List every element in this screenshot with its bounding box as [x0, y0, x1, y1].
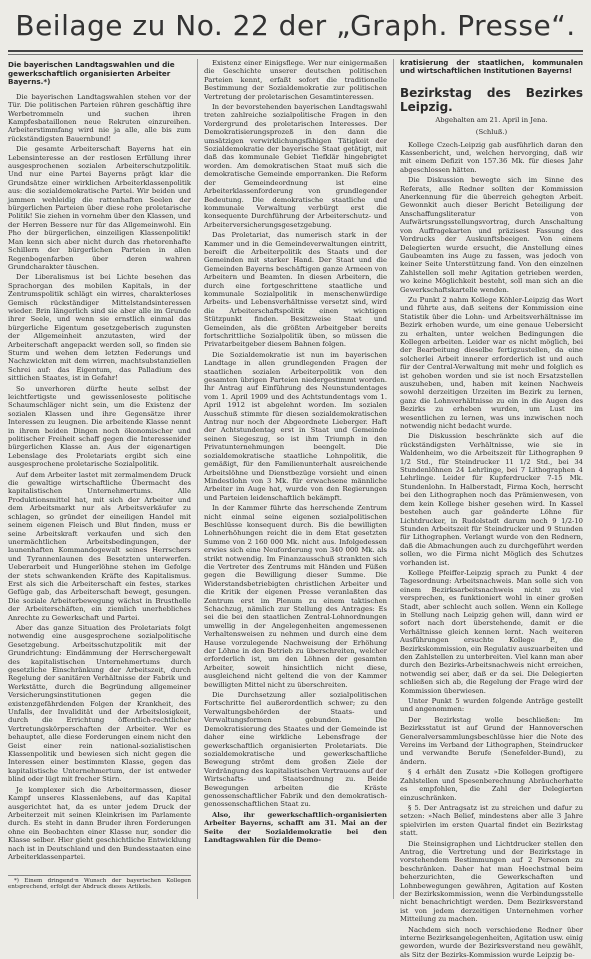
masthead-rule-thin	[8, 54, 583, 55]
article-heading-landtagswahlen: Die bayerischen Landtagswahlen und die gewerkschaftlich organisierten Arbeiter Bayerns.*)	[8, 60, 175, 87]
paragraph: Die Diskussion beschränkte sich auf die rückständigsten Verhältnisse, wie sie in Waldenheim, wo die Arbeitszeit für Lithographen 9 1/2 Std., für Steindrucker 11 1/2 Std., bei 34 Stundenlöhnen 24 Lehrlinge, bei 7 Lithographen 4 Lehrlinge. Leider für Kupferdrucker 7-15 Mk. Stundenlohn. In Halberstadt, Firma Koch, herrscht bei den Lithographen noch das Prämienwesen, von dem kein Kollege bisher gesehen wird. In Kassel bestehen auch gar geänderte Löhne für Lichtdrucker, in Rudolstadt darum noch 9 1/2-10 Stunden Arbeitszeit für Steindrucker und 9 Stunden für Lithographen. Verlangt wurde von den Rednern, daß die Abmachungen auch zu durchgeführt werden sollen, wo die Firma nicht Möglich des Schutzes vorhanden ist.	[400, 432, 583, 567]
paragraph: § 5. Der Antragsatz ist zu streichen und dafur zu setzen: »Nach Belief, mindestens aber alle 3 Jahre spielvirlen im ersten Quartal findet ein Bezirkstag statt.	[400, 803, 583, 838]
paragraph: Das Proletariat, das numerisch stark in der Kammer und in die Gemeindeverwaltungen eintritt, bereift die Arbeiterpolitik des Staats und der Gemeinden mit starker Hand. Der Staat und die Gemeinden Bayerns beschäftigen ganze Armeen von Arbeitern und Beamten. In diesen Arbeitern, die durch eine fortgeschrittene staatliche und kommunale Sozialpolitik in menschenwürdige Arbeits- und Lebensverhältnisse versetzt sind, wird die Arbeiterschaftspolitik einen wichtigen Stützpunkt finden. Besitzweise Staat und Gemeinden, als die größten Arbeitgeber bereits fortschrittliche Sozialpolitik üben, so müssen die Privatarbeitgeber diesem Bahnen folgen.	[204, 231, 387, 349]
column-1	[8, 59, 191, 899]
paragraph: Zu Punkt 2 nahm Kollege Köhler-Leipzig das Wort und führte aus, daß seitens der Kommission eine Statistik über die Lohn- und Arbeitsverhältnisse im Bezirk erhoben wurde, um eine genaue Uebersicht zu erhalten, unter welchen Bedingungen die Kollegen arbeiten. Leider war es nicht möglich, bei der Bearbeitung dieselbe fertigzustellen, da eine solcherlei Arbeit innerer erforderlich ist und auch für der Central-Verwaltung mit mehr und folglich es ist gehoben worden und sie ist noch Ersatzstellen auszuheben, und, haben mit keinen Nachweis sowohl derzeitigen Urzeiten im Bezirk zu lernen, ganz die Lohnverhältnisse zu ein in die Augen des Bezirks zu erheben wurden, um Lust im wesentlichen zu lernen, was uns inzwischen noch notwendig nicht bedacht wurde.	[400, 295, 583, 431]
paragraph: Kollege Czech-Leipzig gab ausführlich daran den Kassenbericht, und, welchen hervorging, daß wir mit einem Defizit von 157.36 Mk. für dieses Jahr abgeschlossen hätten.	[400, 140, 583, 174]
paragraph: § 4 erhält den Zusatz »Die Kollegen groftigere Zahlstellen und Spesenberechnung Abräucherhatte es empfohlen, die Zahl der Delegierten einzuschränken.	[400, 768, 583, 802]
column-3-body	[400, 141, 583, 959]
footnote: *) Einem dringend·n Wunsch der bayerischen Kollegen entsprechend, erfolgt der Abdruck dieses Artikels.	[8, 875, 191, 891]
paragraph: In der bevorstehenden bayerischen Landtagswahl treten zahlreiche sozialpolitische Fragen in den Vordergrund des proletarischen Interesses. Der Demokratisierungsprozeß in den dann die umsätzigen verwirklichungsfähigen Tätigkeit der Sozialdemokratie der bayerische Staat getätigt, mit daß das kommunale Gebiet Tiefklär hingebrigtet worden. Am demokratischen Staat muß sich die demokratische Gemeinde emporranken. Die Reform der Gemeindeordnung ist eine Arbeiterklassenforderung von grundlegender Bedeutung. Die demokratische staatliche und kommunale Verwaltung verbürgt erst die konsequente Durchführung der Arbeiterschutz- und Arbeiterversicherungsgesetzgebung.	[204, 103, 387, 229]
paragraph: Aber das ganze Situation des Proletariats folgt notwendig eine ausgesprochene sozialpolitische Gesetzgebung. Arbeitsschutzpolitik mit der Grundrichtung: Eindämmung der Herrschergewalt des kapitalistischen Unternehmertums durch gesetzliche Einschränkung der Arbeitszeit, durch Regelung der sanitären Verhältnisse der Fabrik und Werkstätte, durch die Begründung allgemeiner Versicherungsinstitutionen gegen die existenzgefährdenden Folgen der Krankheit, des Unfalls, der Invalidität und der Arbeitslosigkeit, durch die Errichtung öffentlich-rechtlicher Vertretungskörperschaften der Arbeiter. Wer es behauptet, alle diese Forderungen einem nicht den Geist einer rein national-sozialistischen Klassenpolitik und bewiesen sich nicht gegen die Interessen einer bestimmten Klasse, gegen das kapitalistische Unternehmertum, der ist entweder blind oder lügt mit frecher Stirn.	[8, 623, 191, 784]
paragraph: Die Diskussion bewegte sich im Sinne des Referats, alle Redner sollten der Kommission Anerkennung für die überreich gehegten Arbeit. Gewonnkit auch dieser Bericht Beteiligung der Anschaffungsliteratur von Aufwärtsrungsstellungsvortrag, durch Anschaltung von Auffragekarten und präzisest Fassung des Vordrucks der Auskunftsbeeigen. Von einem Delegierten wurde ersucht, die Anstellung eines Gaubeamten ins Auge zu fassen, was jedoch von keiner Seite Unterstützung fand. Von den einzelnen Zahlstellen soll mehr Agitation getrieben werden, wo keine Möglichkeit besteht, soll man sich an die Gewerkschaftskartelle wenden.	[400, 176, 583, 294]
paragraph: Nachdem sich noch verschiedene Redner über interne Bezirksangelegenheiten, Agitation usw. einig geworden, wurde der Bezirksverstand neu gewählt, als Sitz der Bezirks-Kommission wurde Leipzig be-	[400, 925, 583, 959]
paragraph: Kollege Pfeiffer-Leipzig sprach zu Punkt 4 der Tagesordnung: Arbeitsnachweis. Man solle sich von einem Bezirksarbeitsnachweis nicht zu viel versprechen, es funktioniert wohl in einer großen Stadt, aber schlecht auch sollen. Wenn ein Kollege in Stellung nach Leipzig gehen will, dann wird er sofort nach dort überstehende, damit er die Verhältnisse gleich kennen lernt. Nach weiteren Ausführungen ersuchte Kollege P., die Bezirkskommission, ein Regulativ auszuarbeiten und den Zahlstellen zu unterbreiten. Viel kann man aber durch den Bezirks-Arbeitsnachweis nicht erreichen, notwendig sei aber, daß er da sei. Die Delegierten schließen sich ab, die Regelung der Frage wird der Kommission überwiesen.	[400, 568, 583, 695]
paragraph: Je komplexer sich die Arbeitermassen, dieser Kampf unseres Klassenlebens, auf das Kapital ausgerichtet hat, da es unter jedem Druck der Arbeiterzeit mit seinen Kleinkrisen im Parlamente durch. Es steht in dann Bruder ihren Forderungen ohne ein Beobachten einer Klasse nur, sonder die Klasse selber. Hier gieht geschichtliche Entwicklung nach ist in Deutschland und den Bundesstaaten eine Arbeiterklassenpartei.	[8, 785, 191, 861]
columns	[8, 59, 583, 959]
column-2	[197, 59, 387, 899]
article-title-bezirkstag: Bezirkstag des Bezirkes Leipzig.	[400, 85, 583, 114]
article-subtitle-schluss: (Schluß.)	[475, 128, 508, 137]
column-1-body	[8, 93, 191, 862]
paragraph: In der Kammer führte das herrschende Zentrum nicht einmal seine eigenen sozialpolitischen Beschlüsse konsequent durch. Bis die bewilligten Lohnerhöhungen reicht die in dem Etat gesetzten Summe von 2 160 000 Mk. nicht aus. Infolgedessen erwies sich eine Neuforderung von 340 000 Mk. als strikt notwendig. Im Finanzausschuß strankten sich die Vertreter des Zentrums mit Händen und Füßen gegen die Bewilligung dieser Summe. Die Widerstandsbetriebigten christlichen Arbeiter und die Kritik der eigenen Presse veranlaßten das Zentrum erst im Plenum zu einem taktischen Schachzug, nämlich zur Stellung des Antrages: Es sei die bei den staatlichen Zentral-Lohnordnungen umwellig in der Angelegenheiten angemessenen Verhaltensweisen zu nehmen und durch eine dem Hause vorzulegende Nachweisung der Erhöhung der Löhne in den Betrieb zu überschreiten, welcher erforderlich ist, um den Löhnen der gesamten Arbeiter, soweit hinsichtlich nicht diese, ausgleichend nicht geltend die von der Kammer bewilligten Mittel nicht zu überschreiten.	[204, 504, 387, 689]
paragraph: Die Steinsigraphen und Lichtdrucker stellen den Antrag, die Vertretung und der Bezirkstage in vorstehendem Bestimmungen auf 2 Personen zu beschränken. Daher hat man Hoechstmal beim beherzurichten, die Gewerkschaften und Lohnbewegungen gewähren, Agitation auf Kosten der Bezirkskommission, wenn die Verbindungsstelle nicht benachrichtigt werden. Dem Bezirksverstand ist von jedem derzeitigen Unternehmen vorher Mitteilung zu machen.	[400, 839, 583, 924]
paragraph: Die Sozialdemokratie ist nun im bayerischen Landtage in allen grundlegenden Fragen der staatlichen sozialen Arbeiterpolitik von den gesamten übrigen Parteien niedergestimmt worden. Ihr Antrag auf Einführung des Neunstundentages vom 1. April 1909 und des Achtstundentags vom 1. April 1912 ist abgelehnt worden. Im sozialen Ausschuß stimmte für diesen sozialdemokratischen Antrag nur noch der Abgeordnete Lieberger. Haft der Achtstundentag erst in Staat und Gemeinde seinen Siegeszug, so ist ihm Triumph in den Privatunternehmungen beengelt. Die sozialdemokratische staatliche Lohnpolitik, die gemäßigt, für den Familienunterhalt ausreichende Arbeitslöhne und Dienstbezüge vorsieht und einen Mindestlohn von 3 Mk. für erwachsene männliche Arbeiter im Auge hat, wurde von den Regierungen und Parteien leidenschaftlich bekämpft.	[204, 350, 387, 502]
paragraph: Der Bezirkstag wolle beschließen: Im Bezirksstatut ist auf Grund der Hannoverschen Generalversammlungsbeschlüsse hier die Note des Vereins im Verband der Lithographen, Steindrucker und verwandte Berufe (Senefelder-Bund), zu ändern.	[400, 715, 583, 766]
paragraph: Auf dem Arbeiter lastet mit zermalmendem Druck die gewaltige wirtschaftliche Übermacht des kapitalistischen Unternehmertums. Alle Produktionsmittel hat, mit sich der Arbeiter und dem Arbeitsmarkt nur als Arbeitsverkäufer zu schlagen, so gründet der eineiligen Handel mit seinem eigenen Fleisch und Blut finden, muss er seine Arbeitskraft verkaufen und sich den unermächtlichen Arbeitsbedingungen, der launenhaften Kommandogewalt seines Herrschers und Tyrannenlaunen des Besetzten unterwerfen. Ueberarbeit und Hungerlöhne stehen im Gefolge der stets schwankenden Kräfte des Kapitalismus. Erst als sich die Arbeiterschaft ein festes, starkes Gefüge gab, das Arbeiterschaft bewegt, gesungen. Die soziale Arbeiterbewegung wächst in Brusthelle der Arbeiterschäften, ein ziemlich unerhebliches Anrechte zu Gewerkschaft und Partei.	[8, 470, 191, 622]
paragraph: Die bayerischen Landtagswahlen stehen vor der Tür. Die politischen Parteien rühren geschäftig ihre Werbetrommeln und suchen ihren Kampfesbataillonen neue Rekruten einzureihen. Arbeiterstimmfang wird nie ja alle, alle bis zum rückständigsten Bauernbund!	[8, 92, 191, 143]
masthead-rule	[8, 50, 583, 52]
column-2-body	[204, 59, 387, 844]
paragraph: Die Durchsetzung aller sozialpolitischen Fortschritte fiel außerordentlich schwer; zu den Verwaltungsbehörden der Staats- und Verwaltungsformen gebunden. Die Demokratisierung des Staates und der Gemeinde ist daher eine wirkliche Lebensfrage der gewerkschaftlich organisierten Proletariats. Die sozialdemokratische und gewerkschaftliche Bewegung strömt dem großen Ziele der Verdrängung des kapitalistischen Vertrauens auf der Wirtschafts- und Staatsordnung zu. Beide Bewegungen arbeiten die Kräste genossenschaftlicher Fabrik und den demokratisch-genossenschaftlichen Staat zu.	[204, 691, 387, 809]
paragraph: So unverhoren dürfte heute selbst der leichtfertigste und gewissenloseste politische Schaumschläger nicht sein, um die Existenz der sozialen Klassen und ihre Gegensätze ihrer Interessen zu leugnen. Die arbeitende Klasse nennt in ihrem beiden Dingen noch ökonomischer und politischer Freiheit schaff gegen die Interessenider bürgerlichen Klasse an. Aus der eigenartigen Lebenslage des Proletariats ergibt sich eine ausgesprochene proletarische Sozialpolitik.	[8, 384, 191, 469]
masthead-title: Beilage zu No. 22 der „Graph. Presse“.	[15, 9, 576, 42]
paragraph: Also, ihr gewerkschaftlich-organisierten Arbeiter Bayerns, schafft am 31. Mai an der Seite der Sozialdemokratie bei den Landtagswahlen für die Demo-	[204, 810, 387, 844]
column-3-lead: kratisierung der staatlichen, kommunalen und wirtschaftlichen Institutionen Bayerns!	[400, 59, 583, 76]
paragraph: Unter Punkt 5 wurden folgende Anträge gestellt und angenommen:	[400, 697, 583, 714]
paragraph: Die gesamte Arbeiterschaft Bayerns hat ein Lebensinteresse an der restlosen Erfüllung ihrer ausgesprochenen sozialen Arbeiterschutzpolitik. Und nur eine Partei Bayerns prägt klar die Grundsätze einer wirklichen Arbeiterklassenpolitik aus: die sozialdemokratische Partei. Wir beiden und jammen wehleidig die rattenhaften Seelen der bürgerlichen Parteien über diese rohe proletarische Politik! Sie ziehen in vornehm über den Klassen, und der Herren Bessere nur für das Allgemeinwohl. Ein Pho der bürgerlichen, einzeiligen Klassenpolitik! Man kenn sich aber nicht durch das rhetorenhafte Schillern der bürgerlichen Parteien in allen Regenbogenfarben über deren wahren Grundcharakter täuschen.	[8, 145, 191, 271]
article-subtitle: Abgehalten am 21. April in Jena.	[435, 115, 548, 124]
column-3	[393, 59, 583, 959]
paragraph: Der Liberalismus ist bei Lichte besehen das Sprachorgan des mobilen Kapitals, in der Zentrumspolitik schlägt ein wirres, charakterloses Gemisch rückständiger Mittelstandsinteressen wieder. Brin längerlich sind sie aber alle im Grunde ihrer Seele, und wenn sie ernstlich einmal das bürgerliche Eigentum gesetzgeberisch zugunsten der Allgemeinheit anzutasten, wird der Arbeiterschaft angepackt werden soll, so finden sie Sturm und wehen dem letzten Federungs und Nachzwickten mit dem wirren, machtsubstanziellen Schrei auf: das Eigentum, das Palladium des sittlichen Staates, ist in Gefahr!	[8, 273, 191, 383]
paragraph: Existenz einer Einigsflege. Wer nur einigermaßen die Geschichte unserer deutschen politischen Parteien kennt, erfaßt sofort die traditionelle Bestimmung der Sozialdemokratie zur politischen Vertretung der proletarischen Gesamtinteressen.	[204, 59, 387, 101]
